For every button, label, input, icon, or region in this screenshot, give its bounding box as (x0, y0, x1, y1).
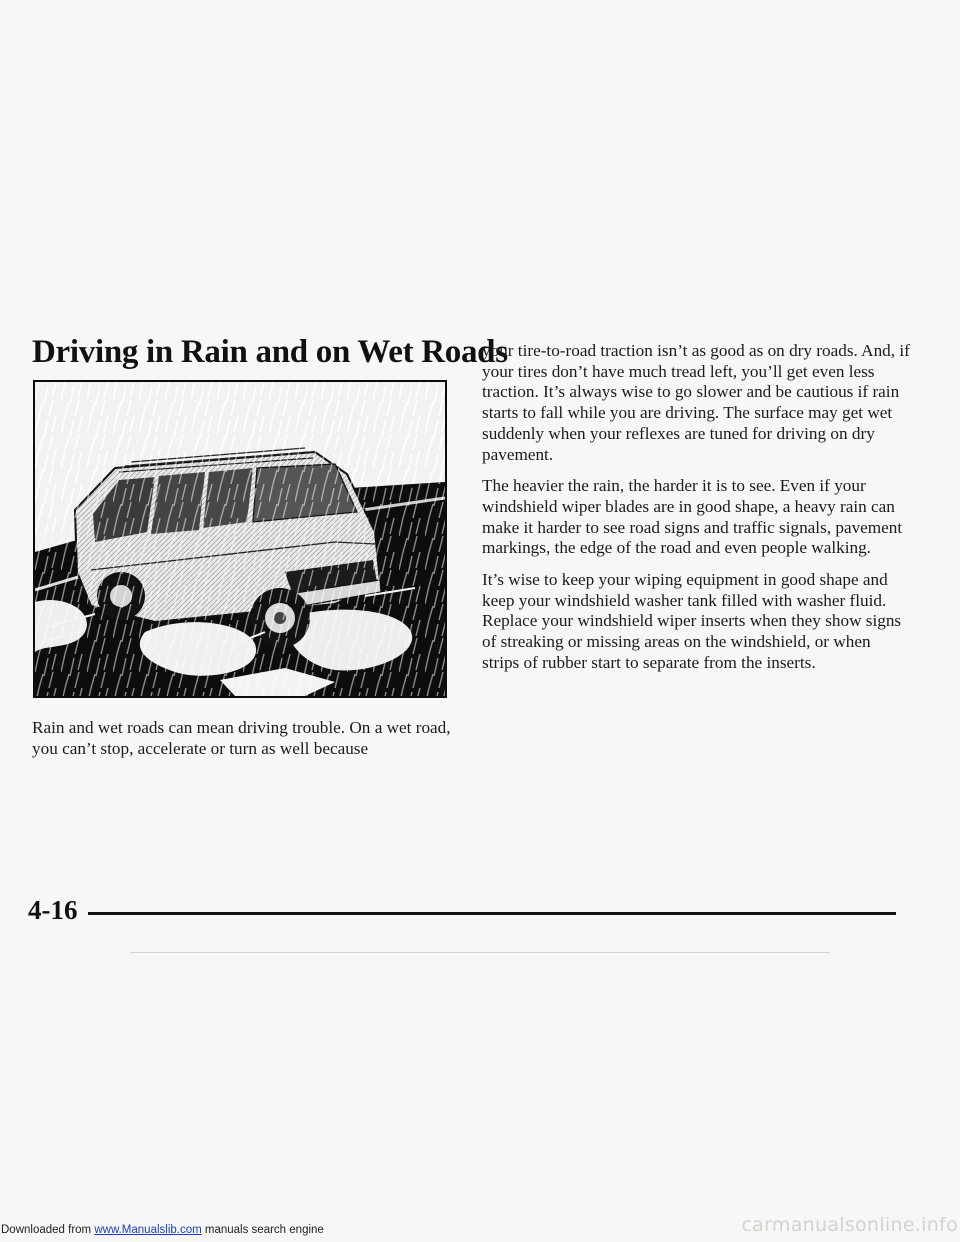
paragraph-visibility: The heavier the rain, the harder it is to see. Even if your windshield wiper blades are in good shape, a heavy rain can make it harder to see road signs and traffic signals, pavement markings, the edge of the road and even people walking. (482, 476, 903, 558)
footer-suffix: manuals search engine (201, 1224, 324, 1236)
manualslib-link[interactable]: www.Manualslib.com (94, 1224, 202, 1236)
watermark: carmanualsonline.info (741, 1214, 958, 1236)
illustration-graphic (35, 382, 445, 696)
footer-prefix: Downloaded from (1, 1224, 95, 1236)
faint-divider (130, 952, 830, 953)
intro-paragraph: Rain and wet roads can mean driving trouble. On a wet road, you can’t stop, accelerate or turn as well because (32, 718, 451, 758)
van-in-rain-illustration (33, 380, 447, 698)
page-number: 4-16 (28, 895, 78, 925)
paragraph-traction: your tire-to-road traction isn’t as good as on dry roads. And, if your tires don’t have much tread left, you’ll get even less traction. It’s always wise to go slower and be cautious if rain starts to fall while you are driving. The surface may get wet suddenly when your reflexes are tuned for driving on dry pavement. (482, 341, 910, 464)
right-column (482, 341, 912, 685)
section-heading: Driving in Rain and on Wet Roads (32, 334, 508, 370)
footer-rule (88, 912, 896, 915)
paragraph-wiper-maintenance: It’s wise to keep your wiping equipment in good shape and keep your windshield washer tank filled with washer fluid. Replace your windshield wiper inserts when they show signs of streaking or missing areas on the windshield, or when strips of rubber start to separate from the inserts. (482, 570, 902, 672)
download-footer (1, 1224, 324, 1236)
